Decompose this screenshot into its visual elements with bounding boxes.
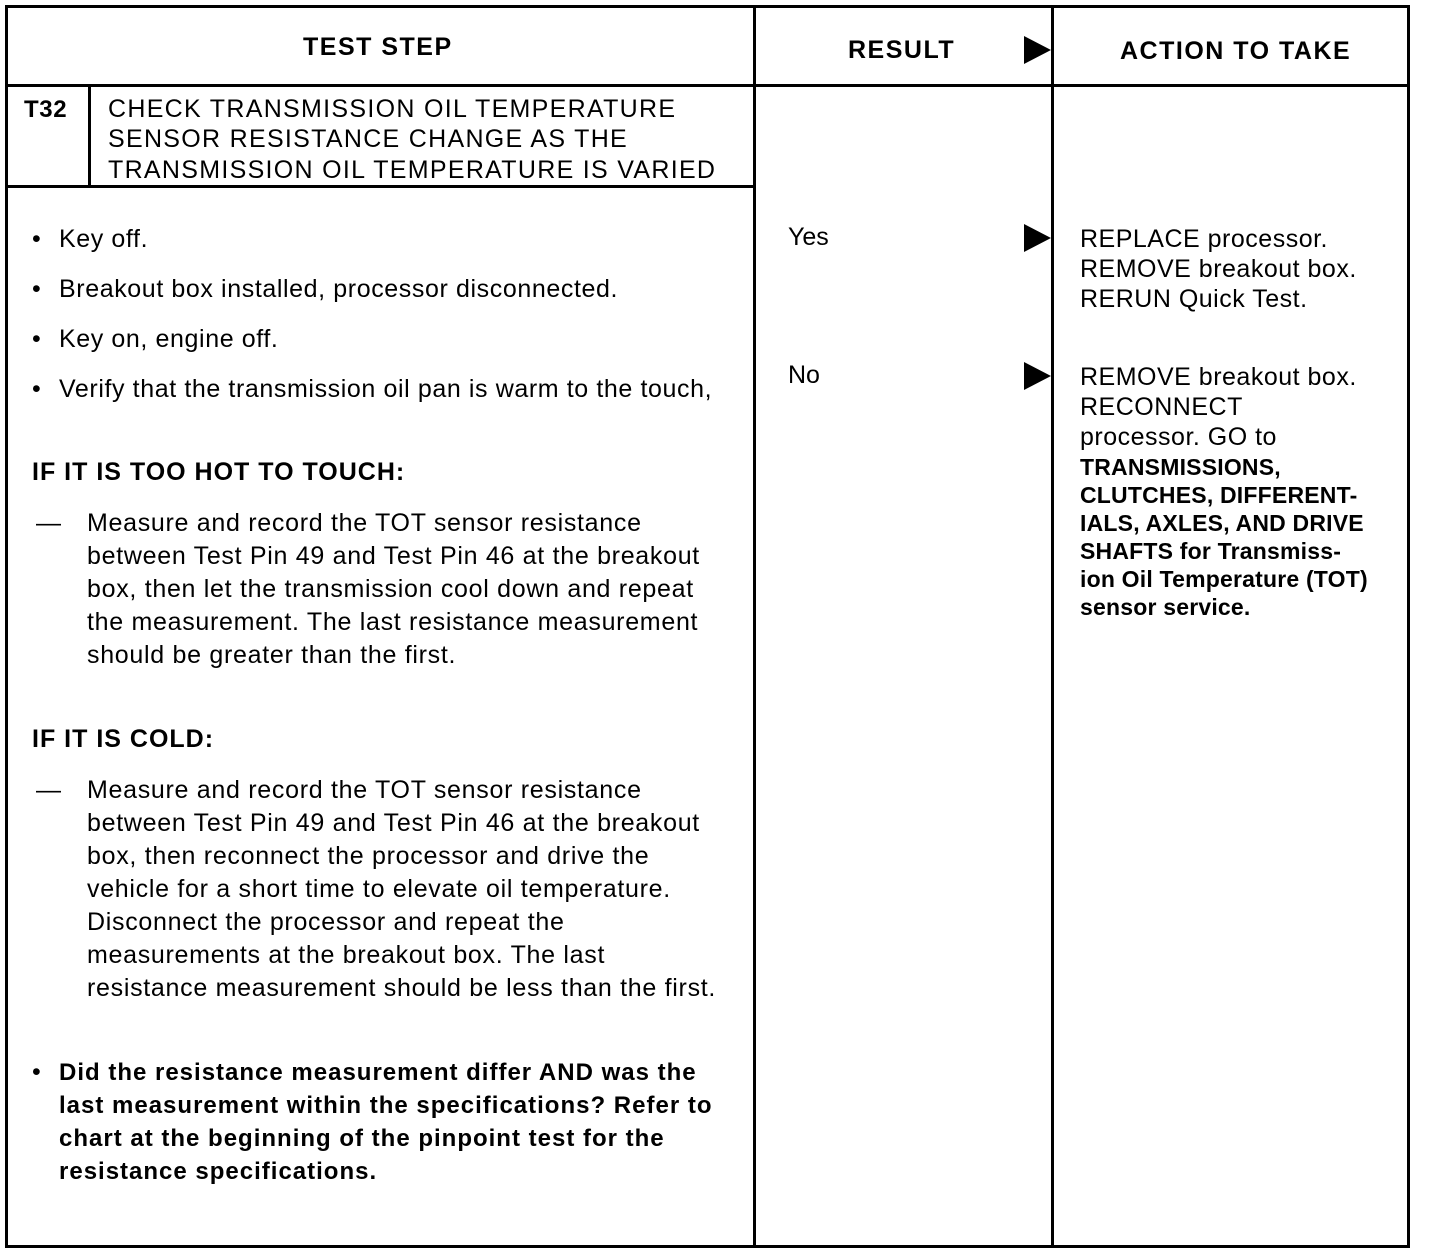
bullet-question [32, 1056, 722, 1188]
action-yes-line-3: RERUN Quick Test. [1080, 285, 1308, 313]
dash-cold-procedure [36, 774, 726, 1005]
step-id-divider [88, 86, 91, 187]
bullet-text: Verify that the transmission oil pan is warm to the touch, [59, 375, 713, 403]
bullet-icon: • [32, 225, 42, 253]
bullet-key-on [32, 323, 732, 356]
action-no-bold-line-5: ion Oil Temperature (TOT) [1080, 566, 1368, 592]
header-arrow-icon [1024, 36, 1051, 64]
bullet-icon: • [32, 375, 42, 403]
heading-too-hot: IF IT IS TOO HOT TO TOUCH: [32, 458, 406, 486]
result-yes-arrow-icon [1024, 224, 1051, 252]
bullet-key-off [32, 223, 732, 256]
step-id: T32 [24, 96, 68, 123]
action-no-bold-line-2: CLUTCHES, DIFFERENT- [1080, 482, 1358, 508]
dash-icon: — [36, 509, 62, 537]
action-no-bold-line-4: SHAFTS for Transmiss- [1080, 538, 1342, 564]
action-no-bold-line-6: sensor service. [1080, 594, 1251, 620]
header-action: ACTION TO TAKE [1120, 37, 1352, 65]
header-divider [5, 84, 1410, 87]
bullet-icon: • [32, 325, 42, 353]
dash-text: Measure and record the TOT sensor resistance between Test Pin 49 and Test Pin 46 at the breakout box, then reconnect the processor and drive the vehicle for a short time to elevate oil temperature. Disconnect the processor and repeat the measurements at the breakout box. The last resistance measurement should be less than the first. [87, 776, 717, 1002]
action-no-line-1: REMOVE breakout box. [1080, 363, 1357, 391]
column-divider-result [753, 5, 756, 1248]
action-yes-line-2: REMOVE breakout box. [1080, 255, 1357, 283]
dash-hot-procedure [36, 507, 712, 672]
action-no-line-3: processor. GO to [1080, 423, 1277, 451]
result-yes: Yes [788, 223, 829, 251]
bullet-text: Key on, engine off. [59, 325, 279, 353]
result-no: No [788, 361, 820, 389]
bullet-text: Breakout box installed, processor disconnected. [59, 275, 619, 303]
column-divider-action [1051, 5, 1054, 1248]
header-result: RESULT [848, 36, 956, 64]
action-no-bold-line-1: TRANSMISSIONS, [1080, 454, 1281, 480]
step-title-divider [5, 185, 755, 188]
bullet-text: Key off. [59, 225, 149, 253]
step-title-line-3: TRANSMISSION OIL TEMPERATURE IS VARIED [108, 156, 717, 184]
bullet-icon: • [32, 1058, 42, 1086]
step-title-line-1: CHECK TRANSMISSION OIL TEMPERATURE [108, 95, 677, 123]
action-no-line-2: RECONNECT [1080, 393, 1243, 421]
dash-text: Measure and record the TOT sensor resistance between Test Pin 49 and Test Pin 46 at the breakout box, then let the transmission cool down and repeat the measurement. The last resistance measurement should be greater than the first. [87, 509, 700, 669]
heading-cold: IF IT IS COLD: [32, 725, 215, 753]
bullet-breakout-installed [32, 273, 732, 306]
step-title-line-2: SENSOR RESISTANCE CHANGE AS THE [108, 125, 629, 153]
bullet-verify-warm [32, 373, 732, 406]
header-test-step: TEST STEP [303, 33, 453, 61]
action-no-bold-line-3: IALS, AXLES, AND DRIVE [1080, 510, 1364, 536]
action-yes-line-1: REPLACE processor. [1080, 225, 1328, 253]
question-text: Did the resistance measurement differ AND was the last measurement within the specifications? Refer to chart at the beginning of the pinpoint test for the resistance specifications. [59, 1059, 713, 1185]
result-no-arrow-icon [1024, 362, 1051, 390]
bullet-icon: • [32, 275, 42, 303]
dash-icon: — [36, 776, 62, 804]
